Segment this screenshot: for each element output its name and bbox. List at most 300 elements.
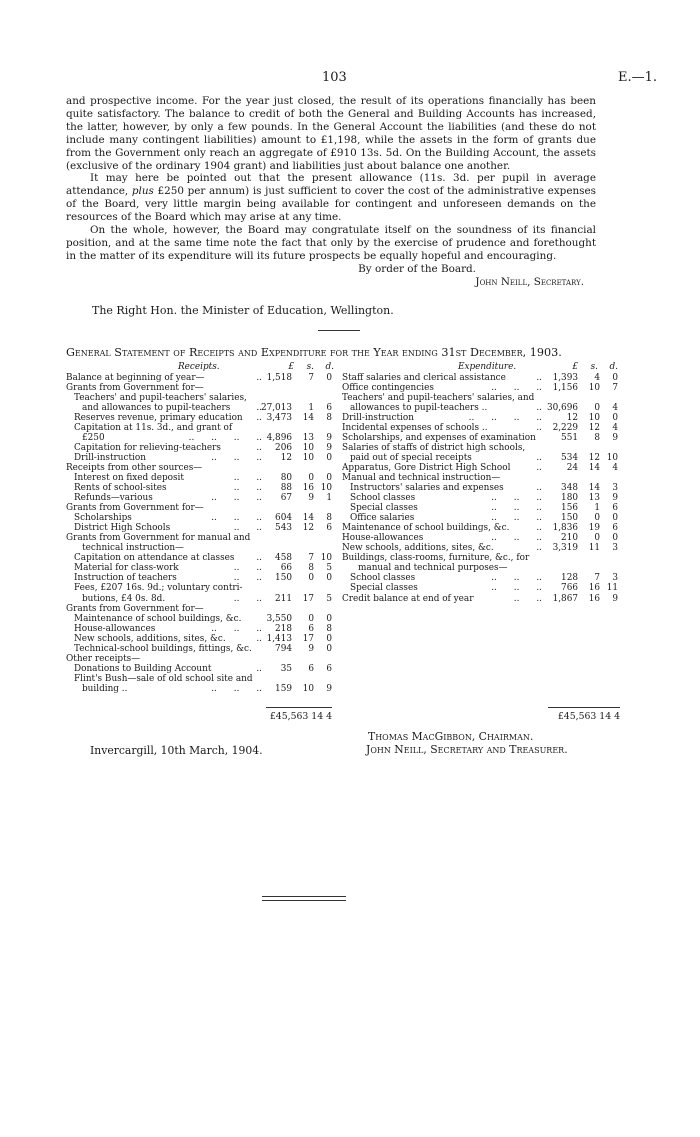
row-leader-dots: .. bbox=[536, 543, 542, 554]
row-label: Scholarships, and expenses of examination bbox=[342, 432, 536, 443]
amount-shillings: 10 bbox=[302, 683, 314, 694]
row-label: Grants from Government for— bbox=[66, 503, 204, 514]
row-leader-dots: .. .. .. bbox=[211, 683, 262, 694]
amount-shillings: 14 bbox=[588, 483, 600, 494]
amount-pounds: 66 bbox=[280, 563, 292, 574]
amount-pounds: 534 bbox=[561, 452, 578, 463]
row-label: House-allowances bbox=[74, 623, 156, 634]
row-label: Other receipts— bbox=[66, 653, 141, 664]
amount-shillings: 14 bbox=[588, 462, 600, 473]
ledger-row bbox=[66, 393, 334, 403]
ledger-row bbox=[342, 503, 618, 513]
row-label: Staff salaries and clerical assistance bbox=[342, 372, 506, 383]
row-label: Capitation on attendance at classes bbox=[74, 553, 235, 564]
amount-pence: 0 bbox=[612, 412, 618, 423]
amount-pence: 4 bbox=[612, 402, 618, 413]
row-label: Scholarships bbox=[74, 513, 132, 524]
row-label: Reserves revenue, primary education bbox=[74, 412, 243, 423]
row-label: Flint's Bush—sale of old school site and bbox=[74, 673, 253, 684]
amount-shillings: 8 bbox=[308, 563, 314, 574]
row-leader-dots: .. bbox=[256, 633, 262, 644]
amount-pounds: 159 bbox=[275, 683, 292, 694]
amount-shillings: 12 bbox=[588, 422, 600, 433]
amount-pounds: 150 bbox=[275, 573, 292, 584]
receipts-total-rule bbox=[266, 707, 332, 708]
row-label: Drill-instruction bbox=[342, 412, 414, 423]
row-label: Capitation for relieving-teachers bbox=[74, 442, 221, 453]
row-leader-dots: .. bbox=[536, 483, 542, 494]
ledger-row bbox=[342, 553, 618, 563]
amount-pence: 0 bbox=[612, 533, 618, 544]
ledger-row bbox=[66, 493, 334, 503]
row-leader-dots: .. .. .. bbox=[211, 493, 262, 504]
amount-shillings: 16 bbox=[302, 483, 314, 494]
ledger-row bbox=[66, 573, 334, 583]
ledger-row bbox=[66, 483, 334, 493]
ledger-row bbox=[66, 553, 334, 563]
row-label: Technical-school buildings, fittings, &c. bbox=[74, 643, 252, 654]
amount-pounds: 3,473 bbox=[266, 412, 292, 423]
row-leader-dots: .. .. .. bbox=[491, 493, 542, 504]
row-label: Donations to Building Account bbox=[74, 663, 212, 674]
amount-pounds: 1,867 bbox=[552, 593, 578, 604]
amount-shillings: 9 bbox=[308, 493, 314, 504]
receipts-total: £45,563 14 4 bbox=[269, 711, 332, 722]
section-divider bbox=[318, 330, 360, 331]
ledger-row bbox=[66, 403, 334, 413]
amount-pence: 9 bbox=[612, 593, 618, 604]
amount-pounds: 766 bbox=[561, 583, 578, 594]
amount-shillings: 16 bbox=[588, 583, 600, 594]
row-leader-dots: .. bbox=[256, 372, 262, 383]
ledger-row bbox=[342, 413, 618, 423]
amount-pence: 6 bbox=[326, 663, 332, 674]
row-label: Balance at beginning of year— bbox=[66, 372, 205, 383]
amount-shillings: 9 bbox=[308, 643, 314, 654]
ledger-row bbox=[66, 644, 334, 654]
row-leader-dots: .. bbox=[536, 422, 542, 433]
ledger-row bbox=[342, 463, 618, 473]
row-label: Maintenance of school buildings, &c. bbox=[342, 523, 510, 534]
amount-pence: 1 bbox=[326, 493, 332, 504]
row-label: Material for class-work bbox=[74, 563, 179, 574]
amount-pounds: 604 bbox=[275, 513, 292, 524]
row-label: manual and technical purposes— bbox=[358, 563, 508, 574]
ledger-row bbox=[342, 573, 618, 583]
ledger-row bbox=[342, 473, 618, 483]
row-label: Refunds—various bbox=[74, 493, 153, 504]
shillings-header: s. bbox=[306, 362, 314, 372]
ledger-row bbox=[342, 383, 618, 393]
row-label: New schools, additions, sites, &c. bbox=[342, 543, 494, 554]
row-leader-dots: .. bbox=[536, 523, 542, 534]
row-label: Buildings, class-rooms, furniture, &c., for bbox=[342, 553, 530, 564]
row-leader-dots: .. bbox=[536, 462, 542, 473]
expenditure-column bbox=[342, 362, 618, 604]
amount-pounds: 3,550 bbox=[266, 613, 292, 624]
page-header bbox=[0, 70, 700, 90]
ledger-row bbox=[66, 684, 334, 694]
row-label: School classes bbox=[350, 573, 416, 584]
amount-pence: 0 bbox=[326, 472, 332, 483]
row-label: Teachers' and pupil-teachers' salaries, bbox=[74, 392, 247, 403]
amount-pence: 0 bbox=[326, 372, 332, 383]
row-label: Manual and technical instruction— bbox=[342, 472, 501, 483]
amount-shillings: 11 bbox=[588, 543, 600, 554]
amount-pence: 8 bbox=[326, 623, 332, 634]
ledger-row bbox=[66, 614, 334, 624]
report-body bbox=[66, 95, 596, 289]
expenditure-heading: Expenditure. bbox=[458, 362, 517, 372]
amount-pence: 11 bbox=[606, 583, 618, 594]
amount-shillings: 13 bbox=[588, 493, 600, 504]
amount-pence: 9 bbox=[612, 432, 618, 443]
ledger-row bbox=[66, 594, 334, 604]
ledger-row bbox=[342, 483, 618, 493]
amount-pence: 4 bbox=[612, 462, 618, 473]
pence-header: d. bbox=[609, 362, 618, 372]
amount-shillings: 19 bbox=[588, 523, 600, 534]
row-label: Fees, £207 16s. 9d.; voluntary contri- bbox=[74, 583, 243, 594]
amount-pounds: 30,696 bbox=[546, 402, 578, 413]
row-leader-dots: .. .. .. bbox=[211, 452, 262, 463]
row-label: Grants from Government for— bbox=[66, 603, 204, 614]
row-leader-dots: .. .. .. bbox=[211, 623, 262, 634]
row-label: Capitation at 11s. 3d., and grant of bbox=[74, 422, 233, 433]
row-leader-dots: .. .. .. bbox=[211, 513, 262, 524]
amount-shillings: 17 bbox=[302, 593, 314, 604]
amount-pence: 6 bbox=[612, 503, 618, 514]
amount-pence: 6 bbox=[612, 523, 618, 534]
pounds-header: £ bbox=[572, 362, 578, 372]
amount-shillings: 12 bbox=[588, 452, 600, 463]
amount-pounds: 12 bbox=[280, 452, 292, 463]
amount-pounds: 1,393 bbox=[552, 372, 578, 383]
row-label: butions, £4 0s. 8d. bbox=[82, 593, 166, 604]
amount-pounds: 1,518 bbox=[266, 372, 292, 383]
bottom-rule-1 bbox=[262, 896, 346, 897]
closing-line: By order of the Board. bbox=[358, 262, 476, 275]
row-label: Salaries of staffs of district high schools, bbox=[342, 442, 526, 453]
amount-shillings: 0 bbox=[308, 472, 314, 483]
ledger-row bbox=[342, 583, 618, 593]
row-label: Instructors' salaries and expenses bbox=[350, 483, 504, 494]
ledger-row bbox=[66, 604, 334, 614]
amount-pounds: 24 bbox=[566, 462, 578, 473]
row-leader-dots: .. .. bbox=[233, 523, 262, 534]
amount-shillings: 1 bbox=[308, 402, 314, 413]
row-label: allowances to pupil-teachers .. bbox=[350, 402, 488, 413]
amount-pounds: 3,319 bbox=[552, 543, 578, 554]
row-leader-dots: .. bbox=[256, 402, 262, 413]
paragraph-2 bbox=[66, 172, 596, 224]
ledger-row bbox=[66, 583, 334, 593]
row-leader-dots: .. .. .. bbox=[491, 513, 542, 524]
amount-pounds: 210 bbox=[561, 533, 578, 544]
row-label: Maintenance of school buildings, &c. bbox=[74, 613, 242, 624]
amount-pence: 10 bbox=[320, 483, 332, 494]
ledger-row bbox=[342, 403, 618, 413]
row-label: Interest on fixed deposit bbox=[74, 472, 184, 483]
amount-pence: 0 bbox=[326, 613, 332, 624]
ledger-row bbox=[342, 423, 618, 433]
ledger-row bbox=[66, 664, 334, 674]
amount-pence: 0 bbox=[326, 633, 332, 644]
row-leader-dots: .. .. bbox=[233, 483, 262, 494]
row-leader-dots: .. bbox=[256, 442, 262, 453]
row-label: Incidental expenses of schools .. bbox=[342, 422, 488, 433]
amount-pence: 0 bbox=[326, 452, 332, 463]
ledger-row bbox=[342, 453, 618, 463]
amount-shillings: 13 bbox=[302, 432, 314, 443]
expenditure-column-header bbox=[342, 362, 618, 373]
place-date: Invercargill, 10th March, 1904. bbox=[90, 744, 263, 757]
expenditure-rows bbox=[342, 373, 618, 604]
receipts-heading: Receipts. bbox=[178, 362, 220, 372]
secretary-signature: John Neill, Secretary and Treasurer. bbox=[366, 743, 568, 756]
amount-pounds: 128 bbox=[561, 573, 578, 584]
amount-shillings: 10 bbox=[302, 452, 314, 463]
row-leader-dots: .. bbox=[256, 553, 262, 564]
pounds-header: £ bbox=[288, 362, 294, 372]
ledger-row bbox=[342, 443, 618, 453]
amount-pounds: 206 bbox=[275, 442, 292, 453]
section-reference: E.—1. bbox=[618, 70, 658, 85]
amount-pounds: 156 bbox=[561, 503, 578, 514]
row-leader-dots: .. .. .. bbox=[491, 583, 542, 594]
row-label: Office salaries bbox=[350, 513, 415, 524]
row-label: Teachers' and pupil-teachers' salaries, and bbox=[342, 392, 535, 403]
amount-pounds: 551 bbox=[561, 432, 578, 443]
row-label: Special classes bbox=[350, 583, 418, 594]
addressee: The Right Hon. the Minister of Education, Wellington. bbox=[92, 304, 394, 317]
amount-pence: 10 bbox=[606, 452, 618, 463]
ledger-row bbox=[66, 433, 334, 443]
receipts-rows bbox=[66, 373, 334, 695]
bottom-rule-2 bbox=[262, 900, 346, 901]
ledger-row bbox=[342, 523, 618, 533]
amount-pence: 3 bbox=[612, 543, 618, 554]
paragraph-2-start: It may here be pointed out that the present allowance (11s. 3d. per pupil in average attendance, bbox=[66, 172, 596, 198]
amount-shillings: 14 bbox=[302, 513, 314, 524]
row-leader-dots: .. .. .. .. bbox=[468, 412, 542, 423]
ledger-row bbox=[342, 563, 618, 573]
amount-pounds: 794 bbox=[275, 643, 292, 654]
row-label: Receipts from other sources— bbox=[66, 462, 203, 473]
amount-pence: 5 bbox=[326, 563, 332, 574]
row-leader-dots: .. .. .. bbox=[491, 533, 542, 544]
row-leader-dots: .. .. .. bbox=[491, 573, 542, 584]
row-label: Credit balance at end of year bbox=[342, 593, 474, 604]
ledger-row bbox=[66, 503, 334, 513]
row-leader-dots: .. .. bbox=[233, 573, 262, 584]
amount-shillings: 17 bbox=[302, 633, 314, 644]
amount-pounds: 12 bbox=[566, 412, 578, 423]
row-label: New schools, additions, sites, &c. bbox=[74, 633, 226, 644]
ledger-row bbox=[66, 453, 334, 463]
amount-pence: 6 bbox=[326, 523, 332, 534]
amount-pounds: 1,836 bbox=[552, 523, 578, 534]
amount-shillings: 7 bbox=[594, 573, 600, 584]
row-label: Drill-instruction bbox=[74, 452, 146, 463]
paragraph-3: On the whole, however, the Board may congratulate itself on the soundness of its financial position, and at the same time note the fact that only by the exercise of prudence and forethought in the matter of its expenditure will its future prospects be equally hopeful and encouraging. bbox=[66, 224, 596, 262]
amount-pounds: 543 bbox=[275, 523, 292, 534]
amount-shillings: 10 bbox=[588, 412, 600, 423]
row-label: building .. bbox=[82, 683, 128, 694]
amount-pence: 9 bbox=[326, 683, 332, 694]
ledger-row bbox=[66, 533, 334, 543]
expenditure-total-rule bbox=[548, 707, 620, 708]
row-label: District High Schools bbox=[74, 523, 171, 534]
row-leader-dots: .. .. bbox=[233, 563, 262, 574]
paragraph-1: and prospective income. For the year just closed, the result of its operations financially has been quite satisfactory. The balance to credit of both the General and Building Accounts has increased, the latter, however, by only a few pounds. In the General Account the liabilities (and these do not include many contingent liabilities) amount to £1,198, while the assets in the form of grants due from the Government only reach an aggregate of £910 13s. 5d. On the Building Account, the assets (exclusive of the ordinary 1904 grant) and liabilities just about balance one another. bbox=[66, 95, 596, 172]
paragraph-2-italic: plus bbox=[131, 185, 154, 198]
row-leader-dots: .. .. bbox=[233, 593, 262, 604]
amount-pence: 0 bbox=[612, 513, 618, 524]
amount-pence: 7 bbox=[612, 382, 618, 393]
row-label: technical instruction— bbox=[82, 543, 184, 554]
row-label: Grants from Government for— bbox=[66, 382, 204, 393]
ledger-row bbox=[342, 393, 618, 403]
ledger-row bbox=[66, 543, 334, 553]
amount-pence: 3 bbox=[612, 573, 618, 584]
amount-shillings: 6 bbox=[308, 623, 314, 634]
paragraph-2-end: £250 per annum) is just sufficient to cover the cost of the administrative expenses of the Board, very little margin being available for contingent and unforeseen demands on the resources of the Board which may arise at any time. bbox=[66, 185, 596, 224]
amount-pence: 6 bbox=[326, 402, 332, 413]
ledger-row bbox=[66, 624, 334, 634]
amount-shillings: 8 bbox=[594, 432, 600, 443]
amount-pounds: 218 bbox=[275, 623, 292, 634]
row-label: Rents of school-sites bbox=[74, 483, 167, 494]
row-leader-dots: .. .. bbox=[513, 593, 542, 604]
row-leader-dots: .. .. .. bbox=[491, 382, 542, 393]
amount-shillings: 6 bbox=[308, 663, 314, 674]
amount-pounds: 1,413 bbox=[266, 633, 292, 644]
amount-shillings: 0 bbox=[594, 402, 600, 413]
signatory: John Neill, Secretary. bbox=[475, 275, 584, 288]
ledger-row bbox=[342, 433, 618, 443]
receipts-column-header bbox=[66, 362, 334, 373]
amount-pence: 5 bbox=[326, 593, 332, 604]
amount-pence: 3 bbox=[612, 483, 618, 494]
row-leader-dots: .. bbox=[536, 372, 542, 383]
row-label: School classes bbox=[350, 493, 416, 504]
ledger-row bbox=[66, 513, 334, 523]
ledger-row bbox=[66, 463, 334, 473]
row-leader-dots: .. bbox=[536, 402, 542, 413]
ledger-row bbox=[66, 674, 334, 684]
amount-pence: 0 bbox=[326, 643, 332, 654]
amount-pence: 10 bbox=[320, 553, 332, 564]
amount-pence: 9 bbox=[612, 493, 618, 504]
amount-pounds: 458 bbox=[275, 553, 292, 564]
ledger-row bbox=[342, 493, 618, 503]
amount-pence: 9 bbox=[326, 442, 332, 453]
ledger-row bbox=[66, 654, 334, 664]
amount-shillings: 12 bbox=[302, 523, 314, 534]
statement-title: General Statement of Receipts and Expenditure for the Year ending 31st December, 1903. bbox=[66, 346, 562, 359]
ledger-row bbox=[66, 413, 334, 423]
amount-pounds: 67 bbox=[280, 493, 292, 504]
ledger-row bbox=[66, 523, 334, 533]
amount-shillings: 16 bbox=[588, 593, 600, 604]
ledger-row bbox=[66, 443, 334, 453]
amount-pounds: 88 bbox=[280, 483, 292, 494]
row-leader-dots: .. .. bbox=[233, 472, 262, 483]
row-label: paid out of special receipts bbox=[350, 452, 472, 463]
row-label: Office contingencies bbox=[342, 382, 434, 393]
amount-shillings: 0 bbox=[308, 613, 314, 624]
amount-pounds: 35 bbox=[280, 663, 292, 674]
row-label: Special classes bbox=[350, 503, 418, 514]
pence-header: d. bbox=[325, 362, 334, 372]
amount-shillings: 10 bbox=[588, 382, 600, 393]
amount-pounds: 348 bbox=[561, 483, 578, 494]
amount-pence: 8 bbox=[326, 513, 332, 524]
amount-pounds: 4,896 bbox=[266, 432, 292, 443]
amount-shillings: 4 bbox=[594, 372, 600, 383]
amount-shillings: 14 bbox=[302, 412, 314, 423]
amount-pounds: 211 bbox=[275, 593, 292, 604]
amount-pence: 9 bbox=[326, 432, 332, 443]
receipts-column bbox=[66, 362, 334, 694]
ledger-row bbox=[342, 373, 618, 383]
amount-pounds: 2,229 bbox=[552, 422, 578, 433]
row-leader-dots: .. .. .. bbox=[491, 503, 542, 514]
amount-shillings: 0 bbox=[308, 573, 314, 584]
row-leader-dots: .. .. .. .. bbox=[188, 432, 262, 443]
amount-pence: 8 bbox=[326, 412, 332, 423]
amount-pounds: 27,013 bbox=[260, 402, 292, 413]
row-leader-dots: .. bbox=[536, 452, 542, 463]
row-label: Grants from Government for manual and bbox=[66, 533, 251, 544]
ledger-row bbox=[342, 533, 618, 543]
shillings-header: s. bbox=[590, 362, 598, 372]
ledger-row bbox=[342, 543, 618, 553]
ledger-row bbox=[66, 473, 334, 483]
row-label: Apparatus, Gore District High School bbox=[342, 462, 511, 473]
amount-shillings: 10 bbox=[302, 442, 314, 453]
amount-shillings: 0 bbox=[594, 513, 600, 524]
ledger-row bbox=[66, 383, 334, 393]
ledger-row bbox=[342, 513, 618, 523]
amount-pence: 4 bbox=[612, 422, 618, 433]
chairman-signature: Thomas MacGibbon, Chairman. bbox=[368, 730, 534, 743]
amount-shillings: 7 bbox=[308, 372, 314, 383]
amount-shillings: 7 bbox=[308, 553, 314, 564]
ledger-row bbox=[66, 634, 334, 644]
ledger-row bbox=[66, 423, 334, 433]
page-number: 103 bbox=[322, 70, 347, 85]
amount-pounds: 80 bbox=[280, 472, 292, 483]
ledger-row bbox=[66, 563, 334, 573]
amount-shillings: 0 bbox=[594, 533, 600, 544]
row-leader-dots: .. bbox=[256, 412, 262, 423]
row-label: £250 bbox=[82, 432, 105, 443]
ledger-row bbox=[66, 373, 334, 383]
row-leader-dots: .. bbox=[256, 663, 262, 674]
row-label: House-allowances bbox=[342, 533, 424, 544]
row-label: Instruction of teachers bbox=[74, 573, 177, 584]
amount-pounds: 150 bbox=[561, 513, 578, 524]
row-label: and allowances to pupil-teachers bbox=[82, 402, 231, 413]
amount-pounds: 1,156 bbox=[552, 382, 578, 393]
amount-pounds: 180 bbox=[561, 493, 578, 504]
expenditure-total: £45,563 14 4 bbox=[557, 711, 620, 722]
amount-pence: 0 bbox=[612, 372, 618, 383]
amount-pence: 0 bbox=[326, 573, 332, 584]
ledger-row bbox=[342, 594, 618, 604]
